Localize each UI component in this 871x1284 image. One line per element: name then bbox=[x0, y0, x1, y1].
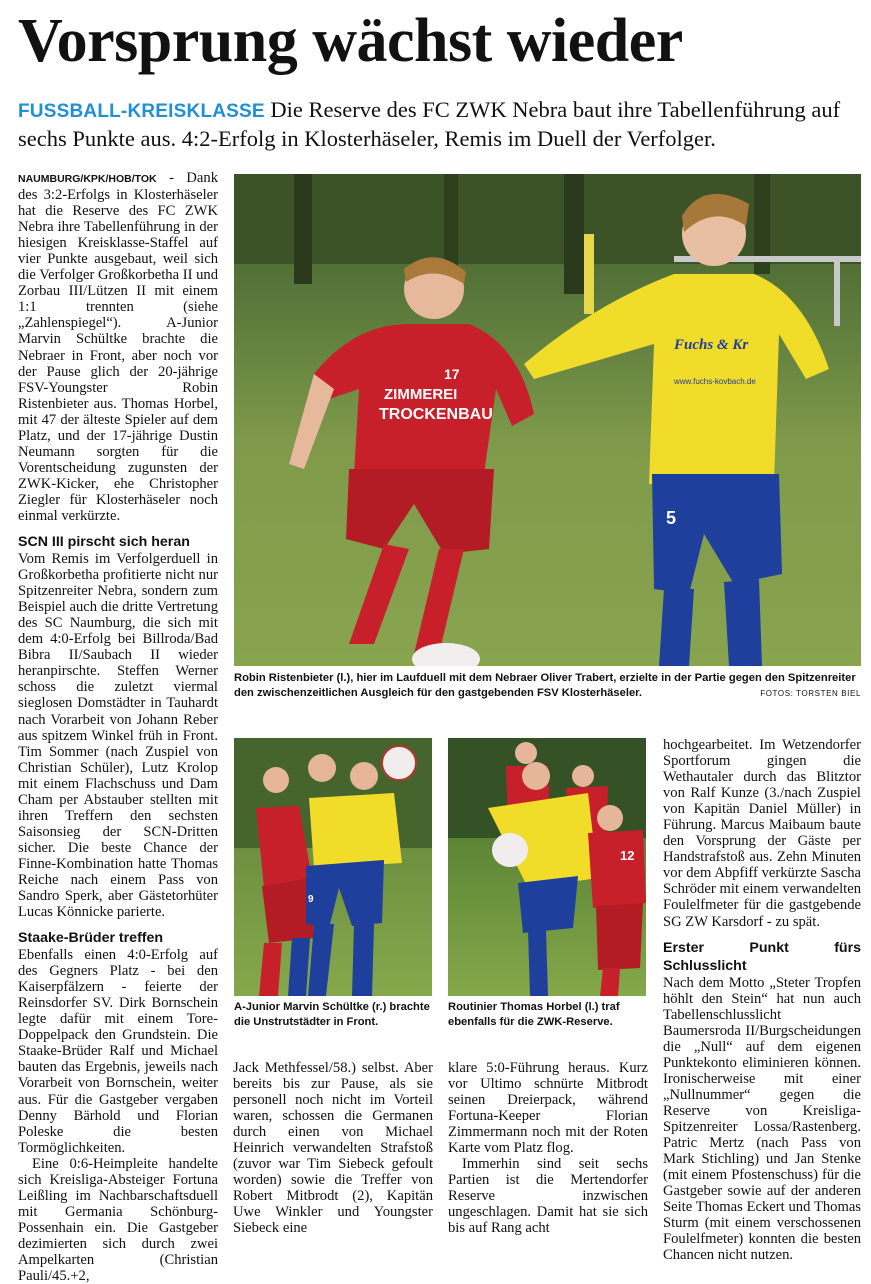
subheading-staake: Staake-Brüder treffen bbox=[18, 930, 164, 947]
photo-credit: FOTOS: TORSTEN BIEL bbox=[760, 689, 861, 698]
deck-text: Die Reserve des FC ZWK Nebra baut ihre Tabellenführung auf sechs Punkte aus. 4:2-Erfolg in Klosterhäseler, Remis im Duell der Verfolger. bbox=[18, 97, 841, 151]
paragraph-mitbrodt: klare 5:0-Führung heraus. Kurz vor Ultimo schnürte Mitbrodt seinen Dreierpack, während Fortuna-Keeper Florian Zimmermann noch mit der Roten Karte vom Platz flog. bbox=[448, 1060, 648, 1157]
paragraph-wetzendorf: hochgearbeitet. Im Wetzendorfer Sportforum gingen die Wethautaler durch das Blitztor von Ralf Kunze (3./nach Zuspiel von Kapitän Daniel Müller) in Führung. Marcus Maibaum baute den Vorsprung der Gäste per Handstrafstoß aus. Zehn Minuten vor dem Abpfiff verkürzte Sascha Schröder mit einem verwandelten Foulelfmeter für die gastgebende SG ZW Karsdorf - zu spät. bbox=[663, 737, 861, 930]
intro-paragraph: - Dank des 3:2-Erfolgs in Klosterhäseler hat die Reserve des FC ZWK Nebra ihre Tabellenführung in der hiesigen Kreisklasse-Staffel auf vier Punkte ausgebaut, weil sich die Verfolger Großkorbetha II und Zorbau III/Lützen II mit einem 1:1 trennten (siehe „Zahlenspiegel“). A-Junior Marvin Schültke brachte die Nebraer in Front, aber noch vor der Pause glich der 20-jährige FSV-Youngster Robin Ristenbieter aus. Thomas Horbel, mit 47 der älteste Spieler auf dem Platz, und der 17-jährige Dustin Neumann sorgten für die Vorentscheidung zugunsten der ZWK-Kicker, ehe Christopher Ziegler für Klosterhäseler noch einmal verkürzte. bbox=[18, 170, 218, 524]
paragraph-staake: Ebenfalls einen 4:0-Erfolg auf des Gegners Platz - bei den Kaiserpfälzern - feierte der Reinsdorfer SV. Dirk Bornschein legte dafür mit einem Tore-Doppelpack den Grundstein. Die Staake-Brüder Ralf und Michael bauten das Ergebnis, jeweils nach Vorarbeit von Bornschein, weiter aus. Für die Gastgeber vergaben Denny Bärhold und Florian Poleske die besten Tormöglichkeiten. bbox=[18, 947, 218, 1156]
article-column-1 bbox=[18, 170, 218, 1284]
svg-text:www.fuchs-kovbach.de: www.fuchs-kovbach.de bbox=[674, 377, 756, 386]
article-column-4 bbox=[663, 737, 861, 1263]
dateline: NAUMBURG/KPK/HOB/TOK bbox=[18, 173, 157, 185]
article-column-2 bbox=[233, 1060, 433, 1237]
paragraph-mertendorf: Immerhin sind seit sechs Partien ist die Mertendorfer Reserve inzwischen ungeschlagen. Damit hat sie sich bis auf Rang acht bbox=[448, 1156, 648, 1237]
svg-text:Fuchs & Kr: Fuchs & Kr bbox=[674, 337, 749, 353]
caption-horbel: Routinier Thomas Horbel (l.) traf ebenfalls für die ZWK-Reserve. bbox=[448, 1001, 620, 1028]
red-jersey-number: 17 bbox=[444, 366, 460, 382]
paragraph-schlusslicht: Nach dem Motto „Steter Tropfen höhlt den Stein“ hat nun auch Tabellenschlusslicht Baumersroda II/Burgscheidungen die „Null“ auf dem eigenen Punktekonto eliminieren können. Ironischerweise mit einer „Nullnummer“ gegen die Reserve von Kreisliga-Spitzenreiter Lossa/Rastenberg. Patric Mertz (nach Pass von Mark Stichling) und Jan Stenke (mit einem Pfostenschuss) für die Gastgeber sowie auf der anderen Seite Thomas Eckert und Thomas Sturm (mit einem verschossenen Foulelfmeter) konnten die besten Chancen nicht nutzen. bbox=[663, 974, 861, 1264]
caption-schueltke: A-Junior Marvin Schültke (r.) brachte die Unstrutstädter in Front. bbox=[234, 1001, 430, 1028]
photo-horbel bbox=[448, 738, 646, 996]
subheading-scn: SCN III pirscht sich heran bbox=[18, 534, 190, 551]
shorts-number: 5 bbox=[666, 508, 677, 528]
main-photo-caption: Robin Ristenbieter (l.), hier im Laufduell mit dem Nebraer Oliver Trabert, erzielte in der Partie gegen den Spitzenreiter den zwischenzeitlichen Ausgleich für den gastgebenden FSV Klosterhäseler. FOTOS: TORSTEN BIEL bbox=[234, 672, 861, 699]
svg-text:TROCKENBAU: TROCKENBAU bbox=[379, 406, 493, 423]
paragraph-scn: Vom Remis im Verfolgerduell in Großkorbetha profitierte nicht nur Spitzenreiter Nebra, sondern zum Beispiel auch die dritte Vertretung des SC Naumburg, die sich mit dem 4:0-Erfolg bei Billroda/Bad Bibra II/Saubach II wieder heranpirschte. Steffen Werner schoss die zuletzt viermal sieglosen Domstädter in Tauhardt nach Vorarbeit von Johann Reber aus spitzem Winkel früh in Front. Tim Sommer (nach Zuspiel von Christian Schüler), Lutz Krolop mit einem Flachschuss und Dam Cham per Abstauber stellten mit ihren Treffern den sechsten Saisonsieg der SCN-Dritten sicher. Die beste Chance der Finne-Kombination hatte Thomas Reiche nach einem Pass von Sandro Sperk, aber Gästetorhüter Lucas Könnicke parierte. bbox=[18, 551, 218, 921]
small-number-right: 12 bbox=[620, 848, 635, 863]
main-photo bbox=[234, 174, 861, 666]
subheading-schlusslicht: Erster Punkt fürs Schlusslicht bbox=[663, 939, 861, 974]
photo-schueltke bbox=[234, 738, 432, 996]
paragraph-leissling: Eine 0:6-Heimpleite handelte sich Kreisliga-Absteiger Fortuna Leißling im Nachbarschaftsduell mit Germania Schönburg-Possenhain ein. Die Gastgeber dezimierten sich durch zwei Ampelkarten (Christian Pauli/45.+2, bbox=[18, 1155, 218, 1284]
deck bbox=[18, 96, 858, 152]
small-number-left: 9 bbox=[308, 894, 314, 905]
headline: Vorsprung wächst wieder bbox=[18, 7, 683, 75]
svg-text:ZIMMEREI: ZIMMEREI bbox=[384, 386, 458, 403]
kicker: FUSSBALL-KREISKLASSE bbox=[18, 101, 265, 122]
paragraph-germania: Jack Methfessel/58.) selbst. Aber bereits bis zur Pause, als sie personell noch nicht im Vorteil waren, schossen die Germanen durch einen von Michael Heinrich verwandelten Strafstoß (zuvor war Tim Siebeck gefoult worden) sowie die Treffer von Robert Mitbrodt (2), Kapitän Uwe Winkler und Youngster Siebeck eine bbox=[233, 1060, 433, 1237]
article-column-3 bbox=[448, 1060, 648, 1237]
